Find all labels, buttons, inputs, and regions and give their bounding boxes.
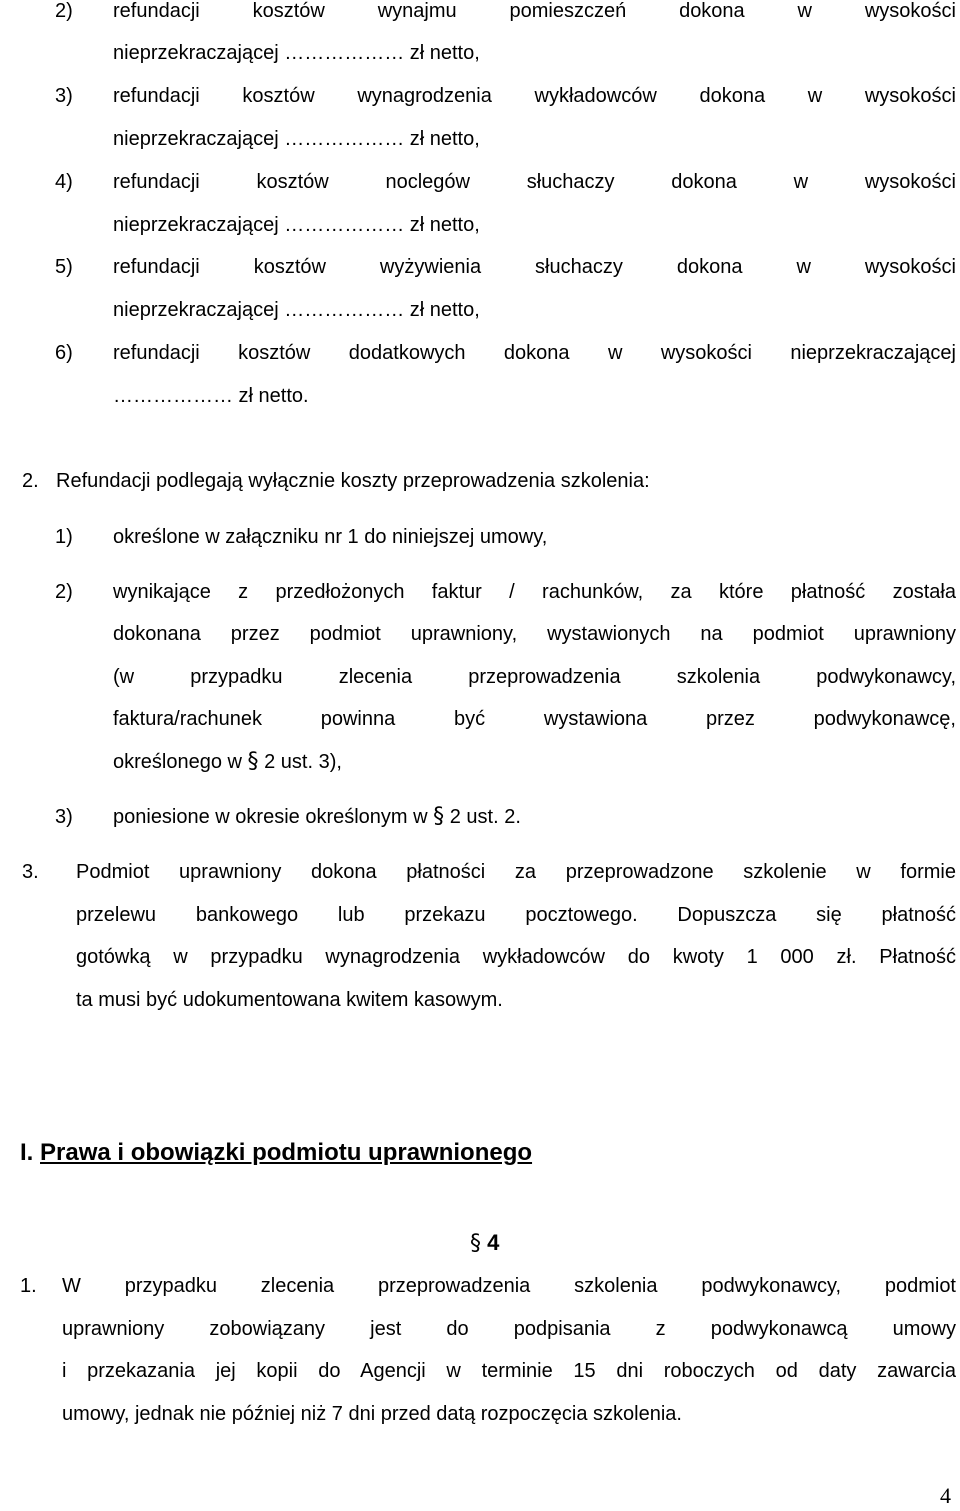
paragraph-number: 1. [20, 1275, 37, 1297]
section-symbol: § [433, 804, 445, 829]
paragraph-number: 3. [22, 861, 39, 883]
section-heading [20, 1137, 532, 1169]
paragraph-text: ta musi być udokumentowana kwitem kasowym. [76, 989, 503, 1011]
list-item-text: refundacji kosztów noclegów słuchaczy dokona w wysokości [113, 171, 956, 193]
list-item-text [113, 748, 342, 776]
list-item-text: refundacji kosztów wyżywienia słuchaczy dokona w wysokości [113, 256, 956, 278]
paragraph-text: umowy, jednak nie później niż 7 dni przed datą rozpoczęcia szkolenia. [62, 1403, 682, 1425]
text-fragment: 2 ust. 3), [264, 751, 342, 773]
section-symbol: § [470, 1231, 481, 1256]
list-item-text: refundacji kosztów dodatkowych dokona w wysokości nieprzekraczającej [113, 342, 956, 364]
list-item-text: dokonana przez podmiot uprawniony, wystawionych na podmiot uprawniony [113, 623, 956, 645]
list-item-text: nieprzekraczającej ……………… zł netto, [113, 42, 480, 64]
paragraph-text: W przypadku zlecenia przeprowadzenia szkolenia podwykonawcy, podmiot [62, 1275, 956, 1297]
text-fragment: 2 ust. 2. [449, 806, 521, 828]
list-number: 5) [55, 256, 73, 278]
section-label [470, 1229, 499, 1258]
list-number: 3) [55, 806, 73, 828]
list-item-text: refundacji kosztów wynagrodzenia wykładowców dokona w wysokości [113, 85, 956, 107]
heading-number: I. [20, 1139, 34, 1166]
list-item-text: wynikające z przedłożonych faktur / rachunków, za które płatność została [113, 581, 956, 603]
list-item-text: (w przypadku zlecenia przeprowadzenia szkolenia podwykonawcy, [113, 666, 956, 688]
paragraph-text: przelewu bankowego lub przekazu pocztowego. Dopuszcza się płatność [76, 904, 956, 926]
list-item-text: nieprzekraczającej ……………… zł netto, [113, 299, 480, 321]
paragraph-text: Podmiot uprawniony dokona płatności za przeprowadzone szkolenie w formie [76, 861, 956, 883]
list-item-text: nieprzekraczającej ……………… zł netto, [113, 128, 480, 150]
list-number: 3) [55, 85, 73, 107]
list-item-text: refundacji kosztów wynajmu pomieszczeń dokona w wysokości [113, 0, 956, 22]
list-item-text [113, 803, 521, 831]
text-fragment: poniesione w okresie określonym w [113, 806, 428, 828]
section-symbol: § [247, 749, 259, 774]
list-number: 2) [55, 0, 73, 22]
list-number: 6) [55, 342, 73, 364]
paragraph-text: i przekazania jej kopii do Agencji w terminie 15 dni roboczych od daty zawarcia [62, 1360, 956, 1382]
paragraph-text: uprawniony zobowiązany jest do podpisania z podwykonawcą umowy [62, 1318, 956, 1340]
list-item-text: nieprzekraczającej ……………… zł netto, [113, 214, 480, 236]
list-number: 2) [55, 581, 73, 603]
paragraph-number: 2. [22, 470, 39, 492]
heading-title: Prawa i obowiązki podmiotu uprawnionego [40, 1139, 533, 1166]
text-fragment: określonego w [113, 751, 242, 773]
list-item-text: określone w załączniku nr 1 do niniejszej umowy, [113, 526, 548, 548]
list-number: 4) [55, 171, 73, 193]
paragraph-text: Refundacji podlegają wyłącznie koszty przeprowadzenia szkolenia: [56, 470, 650, 492]
list-item-text: faktura/rachunek powinna być wystawiona przez podwykonawcę, [113, 708, 956, 730]
list-number: 1) [55, 526, 73, 548]
section-number: 4 [487, 1230, 500, 1255]
page-number: 4 [940, 1483, 951, 1508]
list-item-text: ……………… zł netto. [113, 385, 309, 407]
paragraph-text: gotówką w przypadku wynagrodzenia wykładowców do kwoty 1 000 zł. Płatność [76, 946, 956, 968]
